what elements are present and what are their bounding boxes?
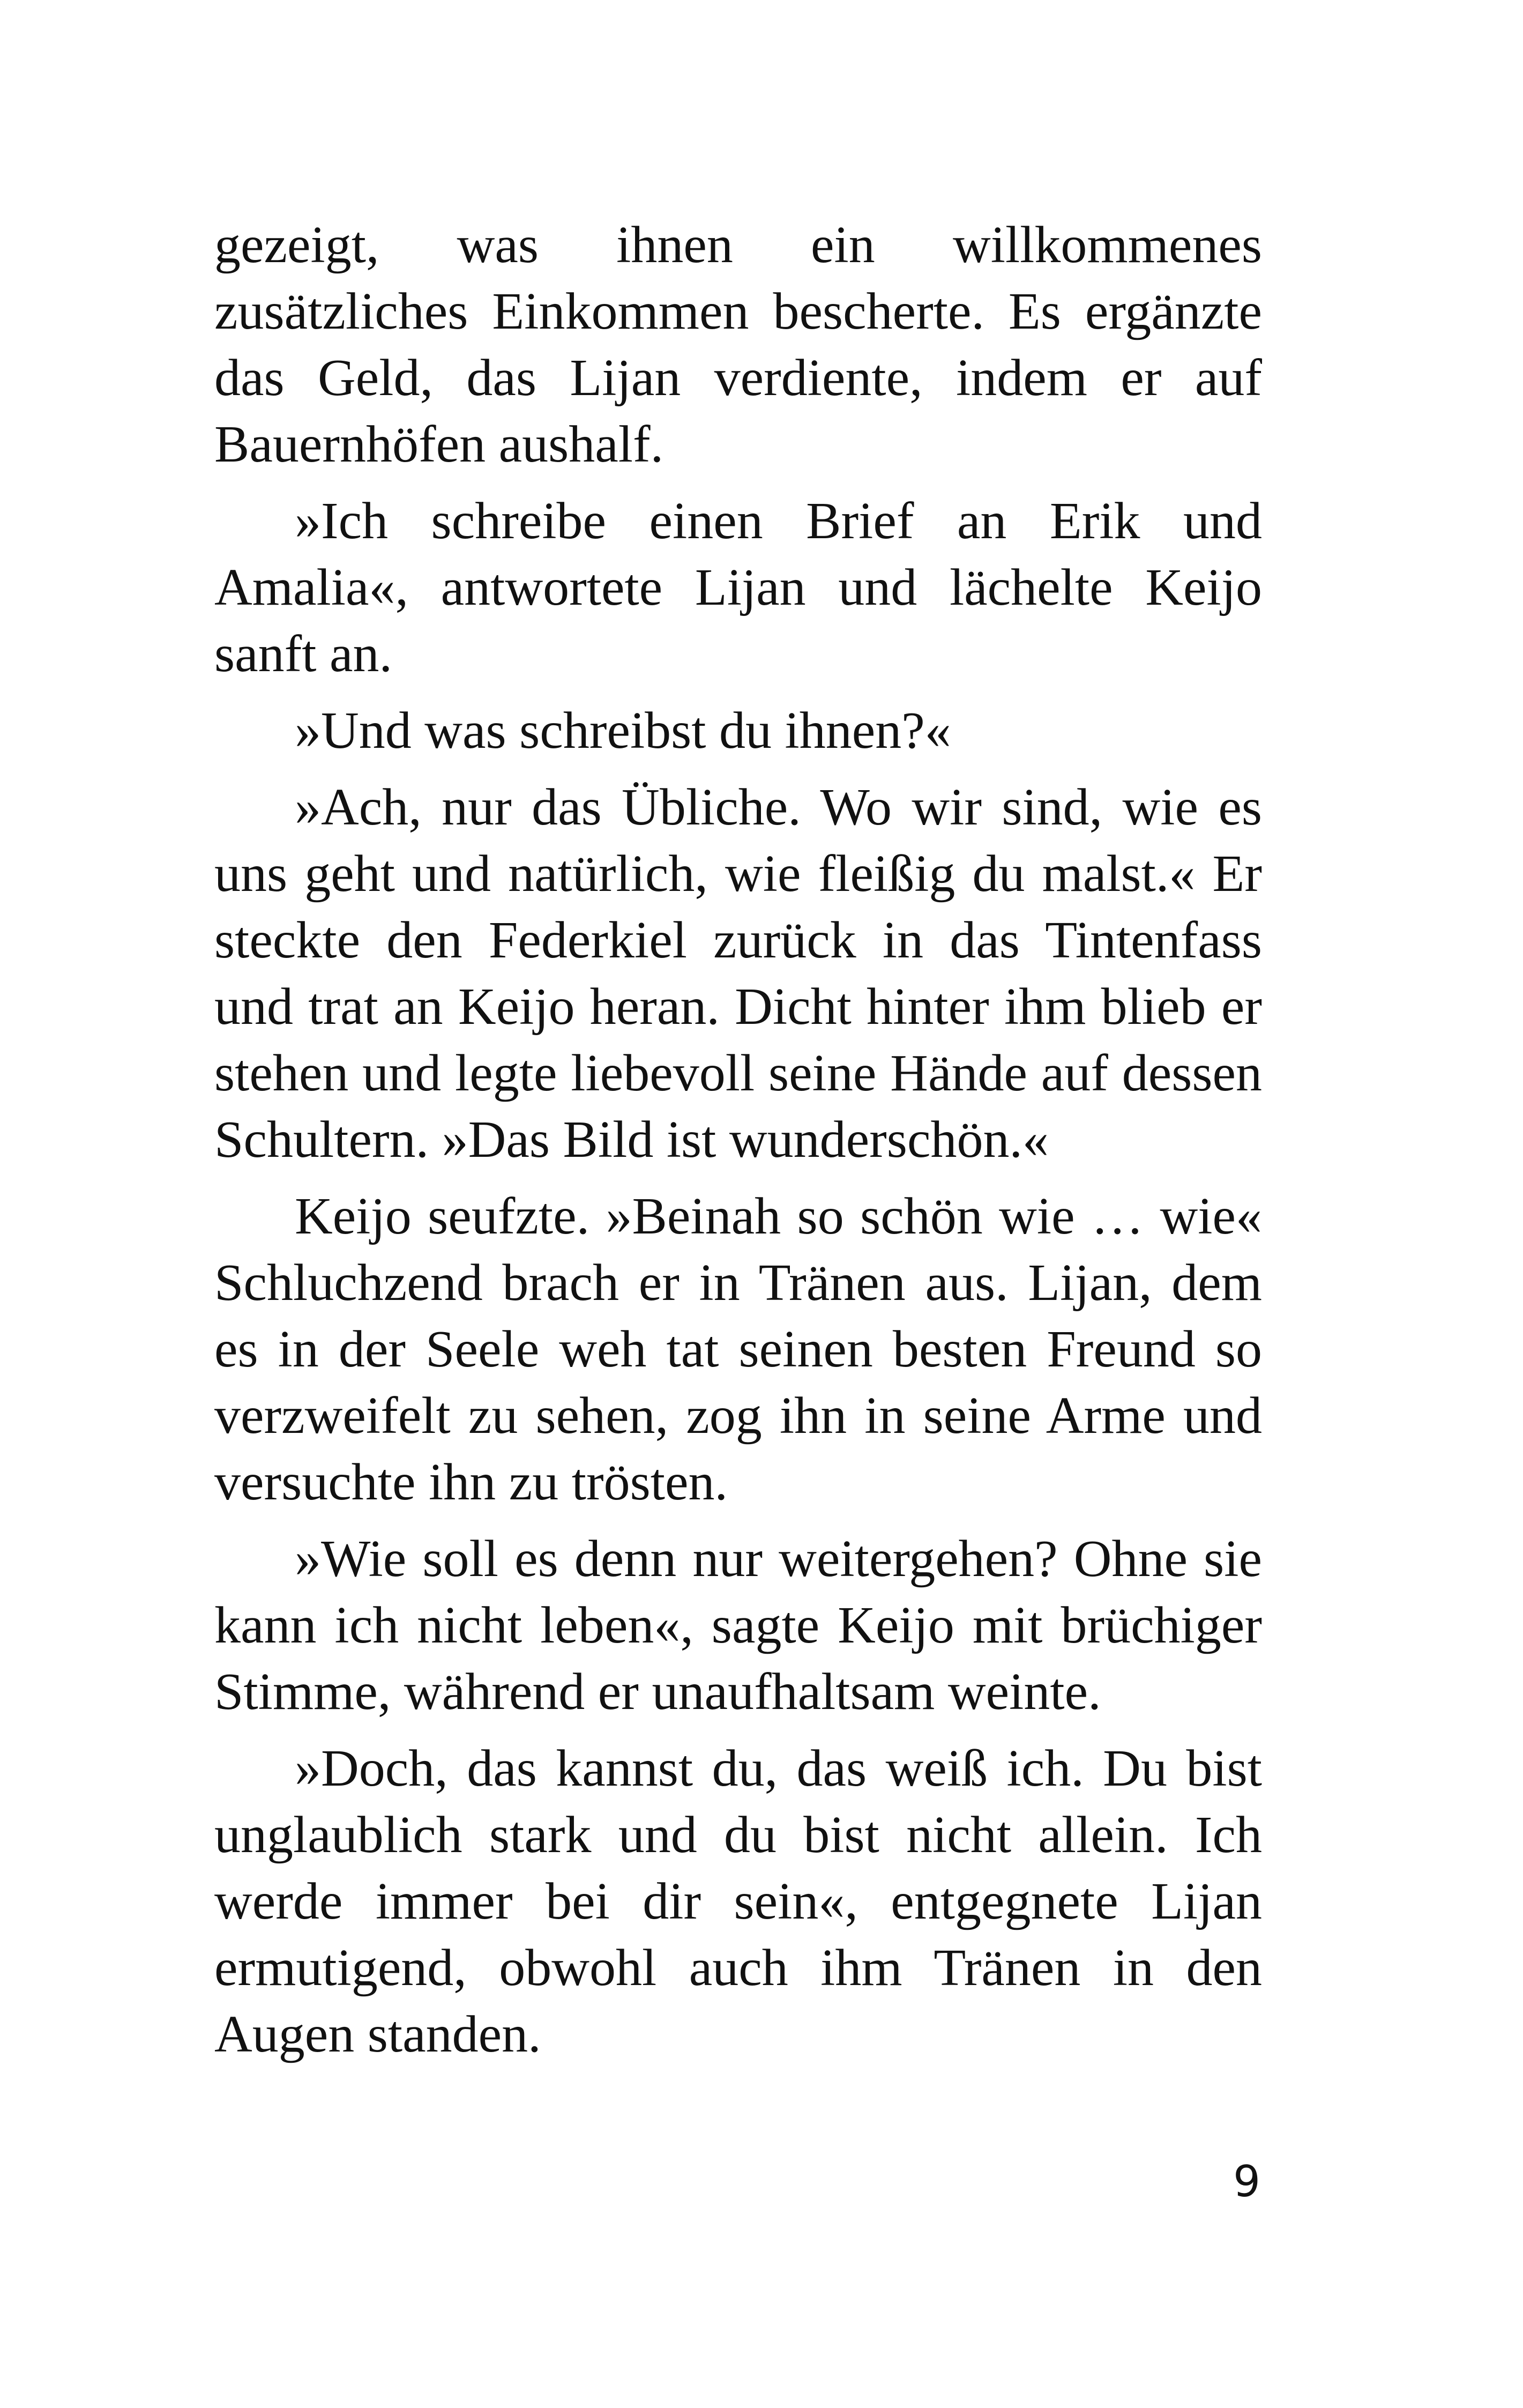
paragraph-3: »Und was schreibst du ihnen?«	[295, 702, 951, 760]
paragraph-1: gezeigt, was ihnen ein willkommenes zusätzliches Einkommen bescherte. Es ergänzte das Geld, das Lijan verdiente, indem er auf Bauernhöfen aushalf.	[214, 216, 1262, 473]
paragraph-2: »Ich schreibe einen Brief an Erik und Amalia«, antwortete Lijan und lächelte Keijo sanft an.	[214, 492, 1262, 683]
paragraph-4: »Ach, nur das Übliche. Wo wir sind, wie es uns geht und natürlich, wie fleißig du malst.« Er steckte den Federkiel zurück in das Tintenfass und trat an Keijo heran. Dicht hinter ihm blieb er stehen und legte liebevoll seine Hände auf dessen Schultern. »Das Bild ist wunderschön.«	[214, 778, 1262, 1169]
paragraph-6: »Wie soll es denn nur weitergehen? Ohne sie kann ich nicht leben«, sagte Keijo mit brüchiger Stimme, während er unaufhaltsam weinte.	[214, 1530, 1262, 1721]
body-text	[214, 212, 1262, 2078]
page-number: 9	[1233, 2157, 1260, 2206]
paragraph-5: Keijo seufzte. »Beinah so schön wie … wie« Schluchzend brach er in Tränen aus. Lijan, dem es in der Seele weh tat seinen besten Freund so verzweifelt zu sehen, zog ihn in seine Arme und versuchte ihn zu trösten.	[214, 1187, 1262, 1511]
paragraph-7: »Doch, das kannst du, das weiß ich. Du bist unglaublich stark und du bist nicht allein. Ich werde immer bei dir sein«, entgegnete Lijan ermutigend, obwohl auch ihm Tränen in den Augen standen.	[214, 1740, 1262, 2063]
